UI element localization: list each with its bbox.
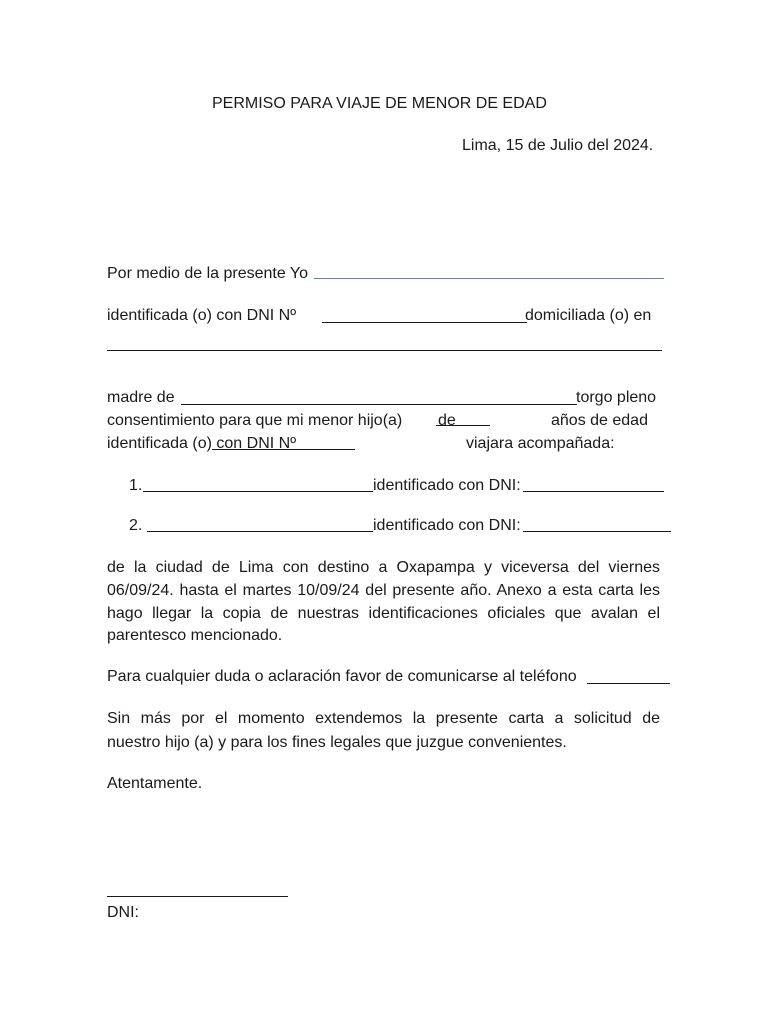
- companion-2-dni-line: [523, 531, 671, 532]
- signature-line: [107, 896, 288, 897]
- companion-1-name-line: [143, 491, 373, 492]
- consent-text-2: consentimiento para que mi menor hijo(a): [107, 412, 403, 429]
- intro-text: Por medio de la presente Yo: [107, 265, 309, 282]
- closing-text-line-2: nuestro hijo (a) y para los fines legales que juzgue convenientes.: [107, 734, 567, 751]
- child-dni-label: identificada (o) con DNI Nº: [107, 435, 297, 452]
- accompanied-text: viajara acompañada:: [466, 435, 615, 452]
- companion-2-name-line: [147, 531, 373, 532]
- address-blank-line: [107, 350, 662, 351]
- travel-text-line-2: 06/09/24. hasta el martes 10/09/24 del presente año. Anexo a esta carta les: [107, 582, 660, 599]
- travel-text-line-3: hago llegar la copia de nuestras identificaciones oficiales que avalan el: [107, 605, 660, 622]
- child-dni-blank-line: [212, 449, 355, 450]
- age-suffix: años de edad: [551, 412, 648, 429]
- companion-2-dni-label: identificado con DNI:: [373, 517, 521, 534]
- closing-salutation: Atentamente.: [107, 775, 203, 792]
- age-blank-line: [436, 425, 490, 426]
- travel-text-line-4: parentesco mencionado.: [107, 627, 283, 644]
- dni-label: identificada (o) con DNI Nº: [107, 307, 297, 324]
- child-name-blank-line: [181, 404, 577, 405]
- travel-text-line-1: de la ciudad de Lima con destino a Oxapampa y viceversa del viernes: [107, 559, 660, 576]
- companion-1-dni-label: identificado con DNI:: [373, 477, 521, 494]
- age-prefix: de: [438, 412, 456, 429]
- closing-text-line-1: Sin más por el momento extendemos la presente carta a solicitud de: [107, 710, 660, 727]
- consent-text-1: torgo pleno: [576, 389, 657, 406]
- companion-1-number: 1.: [129, 477, 143, 494]
- dni-blank-line: [322, 322, 527, 323]
- signature-dni-label: DNI:: [107, 904, 139, 921]
- date-line: Lima, 15 de Julio del 2024.: [462, 137, 654, 154]
- companion-1-dni-line: [523, 491, 664, 492]
- phone-blank-line: [587, 683, 670, 684]
- name-blank-line: [314, 278, 664, 279]
- phone-text: Para cualquier duda o aclaración favor de comunicarse al teléfono: [107, 668, 577, 685]
- mother-of-label: madre de: [107, 389, 175, 406]
- domicile-label: domiciliada (o) en: [525, 307, 652, 324]
- companion-2-number: 2.: [129, 517, 143, 534]
- document-title: PERMISO PARA VIAJE DE MENOR DE EDAD: [212, 95, 547, 112]
